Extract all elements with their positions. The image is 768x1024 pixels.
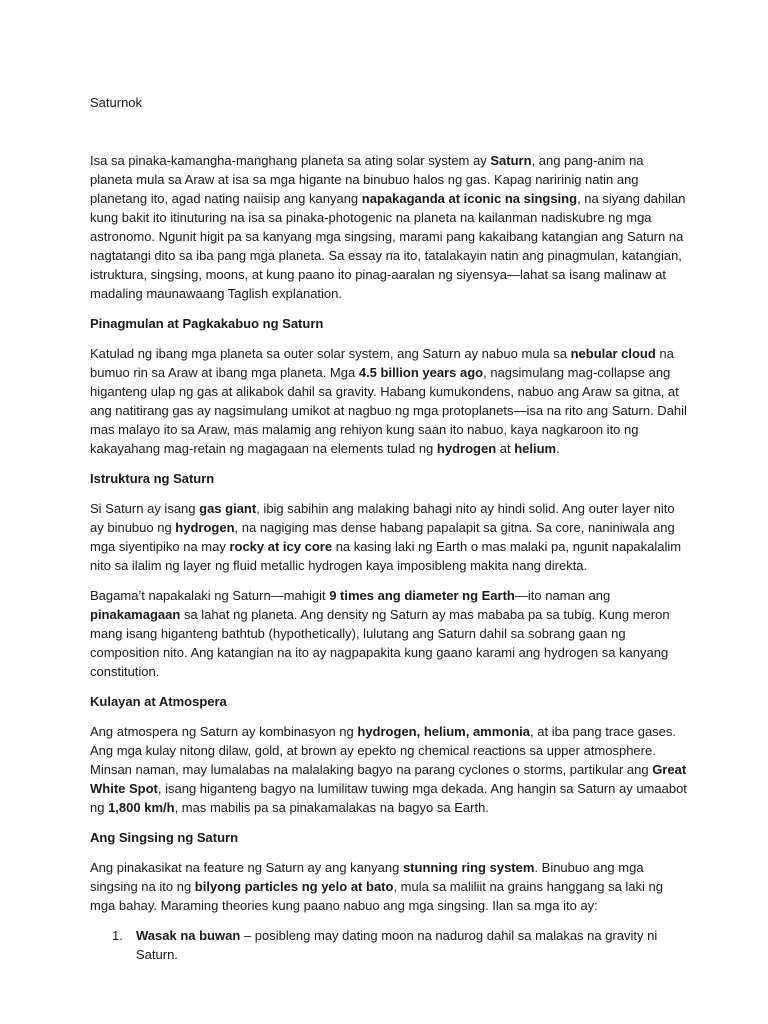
text-run: . Binubuo ang mga singsing na ito ng (90, 860, 644, 894)
list-item (90, 926, 688, 964)
section-heading-rings: Ang Singsing ng Saturn (90, 830, 239, 845)
document-body (90, 151, 688, 964)
atmosphere-paragraph (90, 722, 688, 817)
text-run: na bumuo rin sa Araw at ibang mga planeta. Mga (90, 346, 674, 380)
text-run: Ang atmospera ng Saturn ay kombinasyon ng (90, 724, 358, 739)
text-run: , at iba pang trace gases. Ang mga kulay nitong dilaw, gold, at brown ay epekto ng chemical reactions sa upper atmosphere. Minsan naman, may lumalabas na malalaking bagyo na parang cyclones o storms, partikular ang (90, 724, 677, 777)
text-run: . (556, 441, 560, 456)
text-run: – posibleng may dating moon na nadurog dahil sa malakas na gravity ni Saturn. (136, 928, 658, 962)
text-run: , ibig sabihin ang malaking bahagi nito ay hindi solid. Ang outer layer nito ay binubuo ng (90, 501, 675, 535)
bold-text: gas giant (199, 501, 257, 516)
text-run: , na nagiging mas dense habang papalapit sa gitna. Sa core, naniniwala ang mga siyentipiko na may (90, 520, 675, 554)
bold-text: bilyong particles ng yelo at bato (194, 879, 394, 894)
bold-text: helium (514, 441, 557, 456)
text-run: , ang pang-anim na planeta mula sa Araw at isa sa mga higante na binubuo halos ng gas. Kapag naririnig natin ang planetang ito, agad nating naiisip ang kanyang (90, 153, 644, 206)
list-item-number: 1. (112, 928, 123, 943)
bold-text: Saturn (490, 153, 532, 168)
text-run: sa lahat ng planeta. Ang density ng Saturn ay mas mababa pa sa tubig. Kung meron mang isang higanteng bathtub (hypothetically), lulutang ang Saturn dahil sa sobrang gaan ng composition nito. Ang katangian na ito ay nagpapakita kung gaano karami ang hydrogen sa kanyang constitution. (90, 607, 670, 679)
intro-paragraph (90, 151, 688, 303)
rings-paragraph (90, 858, 688, 915)
text-run: Isa sa pinaka-kamangha-manghang planeta sa ating solar system ay (90, 153, 491, 168)
text-run: Ang pinakasikat na feature ng Saturn ay ang kanyang (90, 860, 403, 875)
bold-text: Great White Spot (90, 762, 687, 796)
text-run: —ito naman ang (514, 588, 611, 603)
ring-theories-list (90, 926, 688, 964)
structure-paragraph-1 (90, 499, 688, 575)
bold-text: rocky at icy core (229, 539, 333, 554)
bold-text: 4.5 billion years ago (358, 365, 484, 380)
text-run: , mas mabilis pa sa pinakamalakas na bagyo sa Earth. (174, 800, 489, 815)
bold-text: stunning ring system (402, 860, 535, 875)
bold-text: Wasak na buwan (136, 928, 241, 943)
document-title: Saturnok (90, 95, 143, 110)
bold-text: nebular cloud (570, 346, 656, 361)
bold-text: 9 times ang diameter ng Earth (329, 588, 515, 603)
section-heading-origin: Pinagmulan at Pagkakabuo ng Saturn (90, 316, 324, 331)
section-heading-atmosphere: Kulayan at Atmospera (90, 694, 227, 709)
list-item-text (136, 928, 657, 962)
text-run: , isang higanteng bagyo na lumilitaw tuwing mga dekada. Ang hangin sa Saturn ay umaabot ng (90, 781, 687, 815)
text-run: , mula sa maliliit na grains hanggang sa laki ng mga bahay. Maraming theories kung paano nabuo ang mga singsing. Ilan sa mga ito ay: (90, 879, 663, 913)
bold-text: pinakamagaan (90, 607, 181, 622)
bold-text: hydrogen (436, 441, 497, 456)
bold-text: hydrogen (175, 520, 235, 535)
text-run: na kasing laki ng Earth o mas malaki pa, ngunit napakalalim nito sa ilalim ng layer ng fluid metallic hydrogen kaya imposibleng makita nang direkta. (90, 539, 682, 573)
bold-text: napakaganda at iconic na singsing (361, 191, 578, 206)
origin-paragraph (90, 344, 688, 458)
text-run: Katulad ng ibang mga planeta sa outer solar system, ang Saturn ay nabuo mula sa (90, 346, 571, 361)
section-heading-structure: Istruktura ng Saturn (90, 471, 215, 486)
text-run: at (496, 441, 515, 456)
bold-text: hydrogen, helium, ammonia (357, 724, 531, 739)
text-run: , na siyang dahilan kung bakit ito itinuturing na isa sa pinaka-photogenic na planeta na kailanman nadiskubre ng mga astronomo. Ngunit higit pa sa kanyang mga singsing, marami pang kakaibang katangian ang Saturn na nagtatangi dito sa iba pang mga planeta. Sa essay na ito, tatalakayin natin ang pinagmulan, katangian, istruktura, singsing, moons, at kung paano ito pinag-aaralan ng siyensya—lahat sa isang malinaw at madaling maunawaang Taglish explanation. (90, 191, 686, 301)
bold-text: 1,800 km/h (108, 800, 175, 815)
text-run: Si Saturn ay isang (90, 501, 200, 516)
text-run: , nagsimulang mag-collapse ang higanteng ulap ng gas at alikabok dahil sa gravity. Habang kumukondens, nabuo ang Araw sa gitna, at ang natitirang gas ay nagsimulang umikot at nagbuo ng mga protoplanets—isa na rito ang Saturn. Dahil mas malayo ito sa Araw, mas malamig ang rehiyon kung saan ito nabuo, kaya nagkaroon ito ng kakayahang mag-retain ng magagaan na elements tulad ng (90, 365, 687, 456)
structure-paragraph-2 (90, 586, 688, 681)
text-run: Bagama’t napakalaki ng Saturn—mahigit (90, 588, 330, 603)
